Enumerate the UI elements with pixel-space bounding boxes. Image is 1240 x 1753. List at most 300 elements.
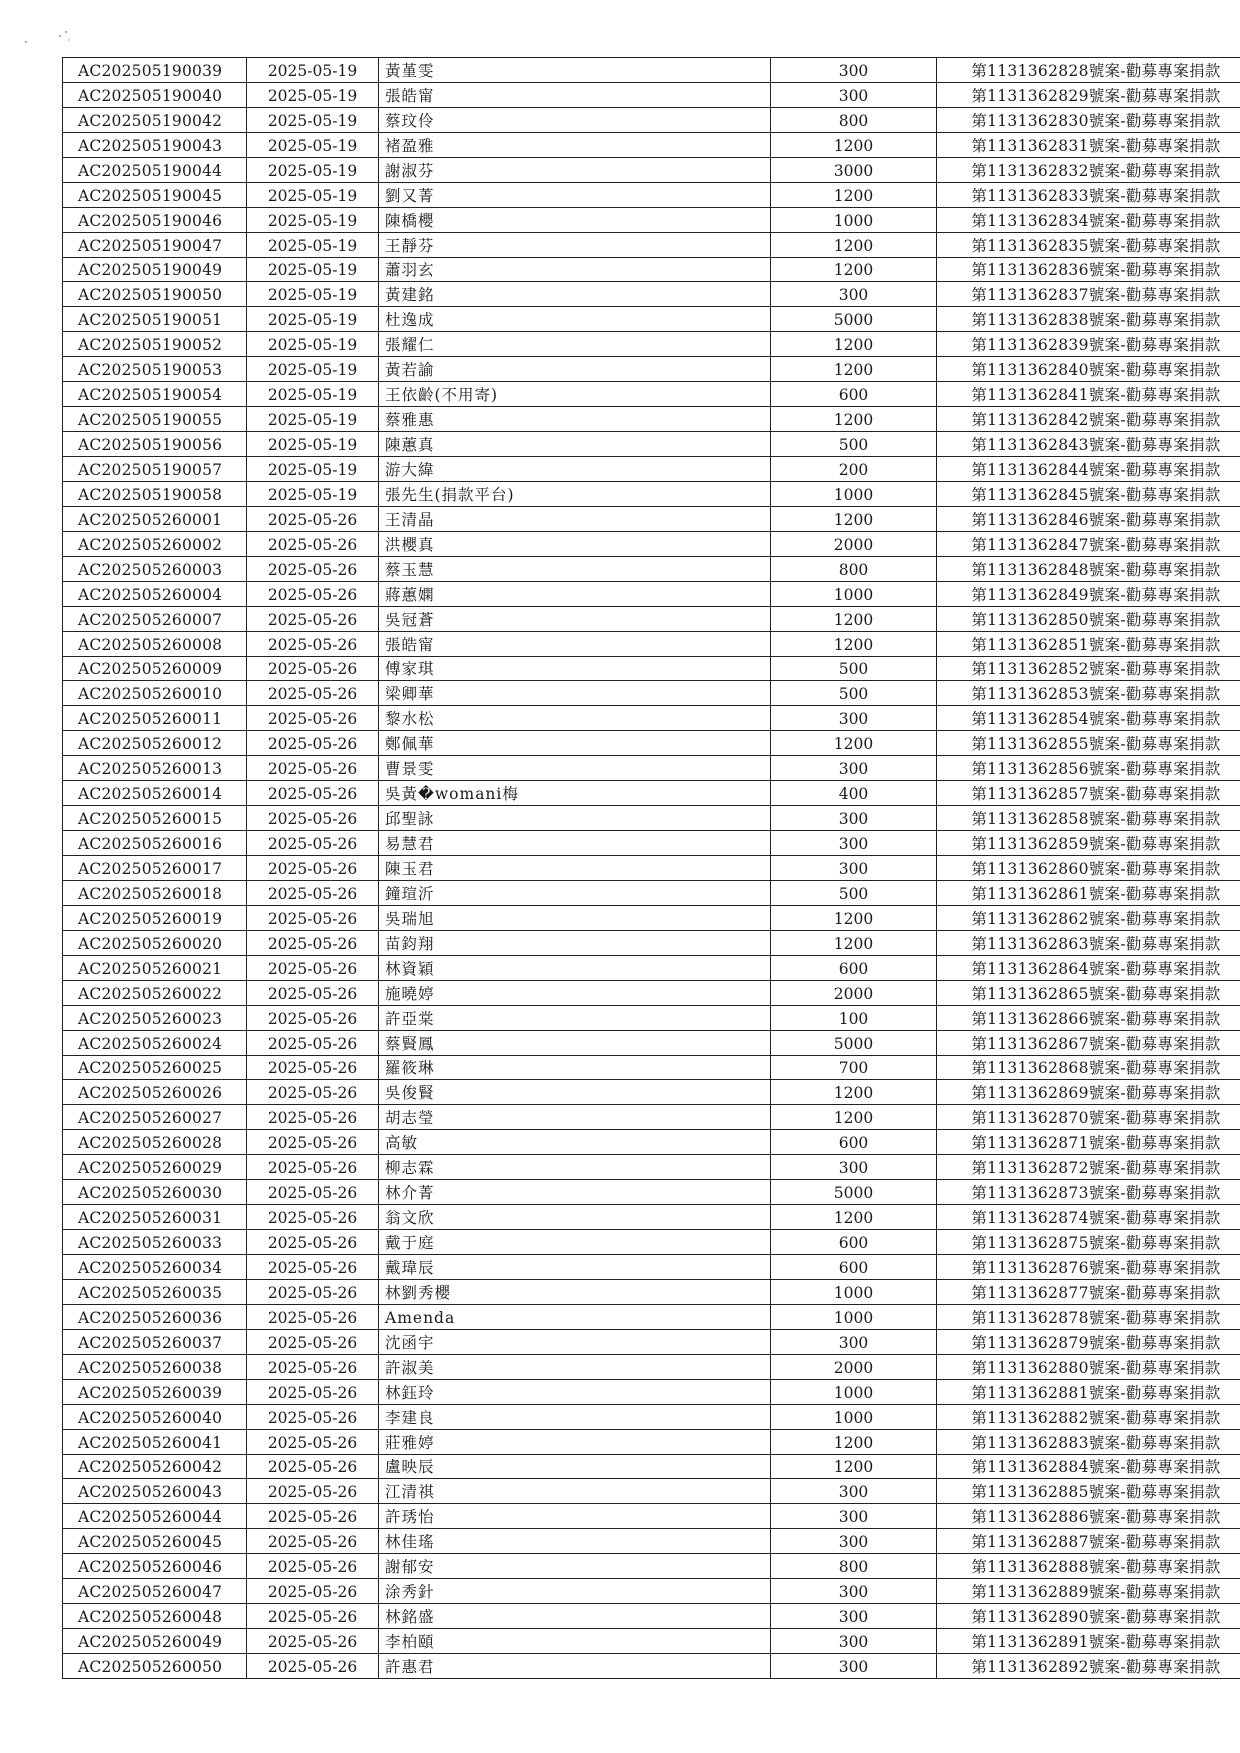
amount-cell: 800 bbox=[771, 556, 937, 581]
date-cell: 2025-05-19 bbox=[247, 432, 379, 457]
amount-cell: 1200 bbox=[771, 257, 937, 282]
date-cell: 2025-05-26 bbox=[247, 905, 379, 930]
date-cell: 2025-05-26 bbox=[247, 631, 379, 656]
case-note-cell: 第1131362890號案-勸募專案捐款 bbox=[937, 1604, 1240, 1629]
donor-name-cell: 施曉婷 bbox=[379, 980, 771, 1005]
date-cell: 2025-05-26 bbox=[247, 1005, 379, 1030]
amount-cell: 600 bbox=[771, 1255, 937, 1280]
date-cell: 2025-05-26 bbox=[247, 1454, 379, 1479]
date-cell: 2025-05-19 bbox=[247, 132, 379, 157]
receipt-number-cell: AC202505260026 bbox=[63, 1080, 247, 1105]
amount-cell: 5000 bbox=[771, 307, 937, 332]
table-row bbox=[63, 1629, 1240, 1654]
donor-name-cell: 許淑美 bbox=[379, 1354, 771, 1379]
amount-cell: 5000 bbox=[771, 1030, 937, 1055]
amount-cell: 1000 bbox=[771, 481, 937, 506]
table-row bbox=[63, 407, 1240, 432]
case-note-cell: 第1131362884號案-勸募專案捐款 bbox=[937, 1454, 1240, 1479]
case-note-cell: 第1131362847號案-勸募專案捐款 bbox=[937, 531, 1240, 556]
date-cell: 2025-05-19 bbox=[247, 382, 379, 407]
case-note-cell: 第1131362849號案-勸募專案捐款 bbox=[937, 581, 1240, 606]
donor-name-cell: 王清晶 bbox=[379, 506, 771, 531]
receipt-number-cell: AC202505260039 bbox=[63, 1379, 247, 1404]
case-note-cell: 第1131362858號案-勸募專案捐款 bbox=[937, 806, 1240, 831]
date-cell: 2025-05-26 bbox=[247, 781, 379, 806]
receipt-number-cell: AC202505260002 bbox=[63, 531, 247, 556]
donor-name-cell: 杜逸成 bbox=[379, 307, 771, 332]
date-cell: 2025-05-26 bbox=[247, 806, 379, 831]
table-row bbox=[63, 1005, 1240, 1030]
table-row bbox=[63, 1155, 1240, 1180]
receipt-number-cell: AC202505260013 bbox=[63, 756, 247, 781]
date-cell: 2025-05-19 bbox=[247, 107, 379, 132]
date-cell: 2025-05-26 bbox=[247, 930, 379, 955]
receipt-number-cell: AC202505260036 bbox=[63, 1304, 247, 1329]
amount-cell: 1200 bbox=[771, 905, 937, 930]
amount-cell: 1000 bbox=[771, 1379, 937, 1404]
receipt-number-cell: AC202505260008 bbox=[63, 631, 247, 656]
amount-cell: 1000 bbox=[771, 581, 937, 606]
date-cell: 2025-05-26 bbox=[247, 756, 379, 781]
case-note-cell: 第1131362869號案-勸募專案捐款 bbox=[937, 1080, 1240, 1105]
case-note-cell: 第1131362839號案-勸募專案捐款 bbox=[937, 332, 1240, 357]
case-note-cell: 第1131362877號案-勸募專案捐款 bbox=[937, 1279, 1240, 1304]
date-cell: 2025-05-26 bbox=[247, 531, 379, 556]
donor-name-cell: 王依齡(不用寄) bbox=[379, 382, 771, 407]
donor-name-cell: 許惠君 bbox=[379, 1654, 771, 1679]
case-note-cell: 第1131362833號案-勸募專案捐款 bbox=[937, 182, 1240, 207]
receipt-number-cell: AC202505190055 bbox=[63, 407, 247, 432]
table-row bbox=[63, 1579, 1240, 1604]
case-note-cell: 第1131362871號案-勸募專案捐款 bbox=[937, 1130, 1240, 1155]
receipt-number-cell: AC202505260050 bbox=[63, 1654, 247, 1679]
donor-name-cell: 陳玉君 bbox=[379, 856, 771, 881]
amount-cell: 800 bbox=[771, 107, 937, 132]
table-row bbox=[63, 82, 1240, 107]
donor-name-cell: Amenda bbox=[379, 1304, 771, 1329]
receipt-number-cell: AC202505190057 bbox=[63, 457, 247, 482]
receipt-number-cell: AC202505260045 bbox=[63, 1529, 247, 1554]
case-note-cell: 第1131362861號案-勸募專案捐款 bbox=[937, 880, 1240, 905]
receipt-number-cell: AC202505260010 bbox=[63, 681, 247, 706]
table-row bbox=[63, 307, 1240, 332]
amount-cell: 300 bbox=[771, 856, 937, 881]
donor-name-cell: 褚盈雅 bbox=[379, 132, 771, 157]
amount-cell: 300 bbox=[771, 1629, 937, 1654]
receipt-number-cell: AC202505260028 bbox=[63, 1130, 247, 1155]
date-cell: 2025-05-26 bbox=[247, 1130, 379, 1155]
date-cell: 2025-05-19 bbox=[247, 332, 379, 357]
receipt-number-cell: AC202505190042 bbox=[63, 107, 247, 132]
case-note-cell: 第1131362873號案-勸募專案捐款 bbox=[937, 1180, 1240, 1205]
amount-cell: 5000 bbox=[771, 1180, 937, 1205]
table-row bbox=[63, 357, 1240, 382]
case-note-cell: 第1131362856號案-勸募專案捐款 bbox=[937, 756, 1240, 781]
donor-name-cell: 梁卿華 bbox=[379, 681, 771, 706]
donor-name-cell: 邱聖詠 bbox=[379, 806, 771, 831]
amount-cell: 1200 bbox=[771, 731, 937, 756]
case-note-cell: 第1131362850號案-勸募專案捐款 bbox=[937, 606, 1240, 631]
date-cell: 2025-05-26 bbox=[247, 556, 379, 581]
date-cell: 2025-05-26 bbox=[247, 506, 379, 531]
case-note-cell: 第1131362852號案-勸募專案捐款 bbox=[937, 656, 1240, 681]
receipt-number-cell: AC202505260016 bbox=[63, 831, 247, 856]
case-note-cell: 第1131362859號案-勸募專案捐款 bbox=[937, 831, 1240, 856]
donor-name-cell: 李建良 bbox=[379, 1404, 771, 1429]
case-note-cell: 第1131362868號案-勸募專案捐款 bbox=[937, 1055, 1240, 1080]
table-row bbox=[63, 856, 1240, 881]
receipt-number-cell: AC202505260018 bbox=[63, 880, 247, 905]
receipt-number-cell: AC202505260041 bbox=[63, 1429, 247, 1454]
table-row bbox=[63, 831, 1240, 856]
date-cell: 2025-05-26 bbox=[247, 980, 379, 1005]
receipt-number-cell: AC202505260003 bbox=[63, 556, 247, 581]
donor-name-cell: 黎水松 bbox=[379, 706, 771, 731]
date-cell: 2025-05-19 bbox=[247, 457, 379, 482]
table-row bbox=[63, 58, 1240, 83]
amount-cell: 300 bbox=[771, 82, 937, 107]
receipt-number-cell: AC202505260038 bbox=[63, 1354, 247, 1379]
table-row bbox=[63, 1080, 1240, 1105]
case-note-cell: 第1131362829號案-勸募專案捐款 bbox=[937, 82, 1240, 107]
case-note-cell: 第1131362889號案-勸募專案捐款 bbox=[937, 1579, 1240, 1604]
table-row bbox=[63, 581, 1240, 606]
amount-cell: 300 bbox=[771, 1155, 937, 1180]
donor-name-cell: 涂秀針 bbox=[379, 1579, 771, 1604]
date-cell: 2025-05-26 bbox=[247, 1504, 379, 1529]
case-note-cell: 第1131362866號案-勸募專案捐款 bbox=[937, 1005, 1240, 1030]
donor-name-cell: 蕭羽玄 bbox=[379, 257, 771, 282]
receipt-number-cell: AC202505190054 bbox=[63, 382, 247, 407]
amount-cell: 300 bbox=[771, 1329, 937, 1354]
date-cell: 2025-05-19 bbox=[247, 357, 379, 382]
date-cell: 2025-05-26 bbox=[247, 1379, 379, 1404]
table-row bbox=[63, 481, 1240, 506]
amount-cell: 200 bbox=[771, 457, 937, 482]
table-row bbox=[63, 531, 1240, 556]
donor-name-cell: 許琇怡 bbox=[379, 1504, 771, 1529]
donor-name-cell: 盧映辰 bbox=[379, 1454, 771, 1479]
donor-name-cell: 黃若諭 bbox=[379, 357, 771, 382]
table-row bbox=[63, 1504, 1240, 1529]
donor-name-cell: 蔡玉慧 bbox=[379, 556, 771, 581]
donor-name-cell: 江清祺 bbox=[379, 1479, 771, 1504]
table-row bbox=[63, 1304, 1240, 1329]
donor-name-cell: 蔡雅惠 bbox=[379, 407, 771, 432]
date-cell: 2025-05-26 bbox=[247, 606, 379, 631]
case-note-cell: 第1131362846號案-勸募專案捐款 bbox=[937, 506, 1240, 531]
donor-name-cell: 洪櫻真 bbox=[379, 531, 771, 556]
donor-name-cell: 張皓甯 bbox=[379, 82, 771, 107]
case-note-cell: 第1131362878號案-勸募專案捐款 bbox=[937, 1304, 1240, 1329]
receipt-number-cell: AC202505190047 bbox=[63, 232, 247, 257]
table-row bbox=[63, 506, 1240, 531]
receipt-number-cell: AC202505260004 bbox=[63, 581, 247, 606]
case-note-cell: 第1131362875號案-勸募專案捐款 bbox=[937, 1230, 1240, 1255]
amount-cell: 300 bbox=[771, 1529, 937, 1554]
amount-cell: 300 bbox=[771, 1504, 937, 1529]
amount-cell: 600 bbox=[771, 1230, 937, 1255]
table-row bbox=[63, 806, 1240, 831]
table-row bbox=[63, 556, 1240, 581]
donor-name-cell: 戴于庭 bbox=[379, 1230, 771, 1255]
date-cell: 2025-05-26 bbox=[247, 1329, 379, 1354]
case-note-cell: 第1131362864號案-勸募專案捐款 bbox=[937, 955, 1240, 980]
case-note-cell: 第1131362883號案-勸募專案捐款 bbox=[937, 1429, 1240, 1454]
donor-name-cell: 吳俊賢 bbox=[379, 1080, 771, 1105]
receipt-number-cell: AC202505190058 bbox=[63, 481, 247, 506]
donor-name-cell: 黃建銘 bbox=[379, 282, 771, 307]
table-row bbox=[63, 1604, 1240, 1629]
table-row bbox=[63, 1180, 1240, 1205]
date-cell: 2025-05-26 bbox=[247, 1279, 379, 1304]
table-row bbox=[63, 656, 1240, 681]
date-cell: 2025-05-19 bbox=[247, 82, 379, 107]
amount-cell: 1200 bbox=[771, 1105, 937, 1130]
donor-name-cell: 易慧君 bbox=[379, 831, 771, 856]
donor-name-cell: 吳冠蒼 bbox=[379, 606, 771, 631]
date-cell: 2025-05-26 bbox=[247, 1629, 379, 1654]
receipt-number-cell: AC202505190056 bbox=[63, 432, 247, 457]
amount-cell: 700 bbox=[771, 1055, 937, 1080]
donor-name-cell: 曹景雯 bbox=[379, 756, 771, 781]
donor-name-cell: 苗鈞翔 bbox=[379, 930, 771, 955]
donor-name-cell: 翁文欣 bbox=[379, 1205, 771, 1230]
donor-name-cell: 黃堇雯 bbox=[379, 58, 771, 83]
date-cell: 2025-05-26 bbox=[247, 880, 379, 905]
receipt-number-cell: AC202505260030 bbox=[63, 1180, 247, 1205]
donor-name-cell: 高敏 bbox=[379, 1130, 771, 1155]
donor-name-cell: 吳黃�womani梅 bbox=[379, 781, 771, 806]
table-row bbox=[63, 282, 1240, 307]
amount-cell: 2000 bbox=[771, 1354, 937, 1379]
table-row bbox=[63, 1429, 1240, 1454]
amount-cell: 600 bbox=[771, 955, 937, 980]
donor-name-cell: 游大緯 bbox=[379, 457, 771, 482]
table-row bbox=[63, 1404, 1240, 1429]
donor-name-cell: 林介菁 bbox=[379, 1180, 771, 1205]
receipt-number-cell: AC202505190053 bbox=[63, 357, 247, 382]
case-note-cell: 第1131362844號案-勸募專案捐款 bbox=[937, 457, 1240, 482]
donor-name-cell: 張先生(捐款平台) bbox=[379, 481, 771, 506]
amount-cell: 300 bbox=[771, 1579, 937, 1604]
date-cell: 2025-05-26 bbox=[247, 856, 379, 881]
donor-name-cell: 許亞棠 bbox=[379, 1005, 771, 1030]
date-cell: 2025-05-26 bbox=[247, 1055, 379, 1080]
case-note-cell: 第1131362835號案-勸募專案捐款 bbox=[937, 232, 1240, 257]
receipt-number-cell: AC202505190051 bbox=[63, 307, 247, 332]
amount-cell: 300 bbox=[771, 1654, 937, 1679]
table-row bbox=[63, 1205, 1240, 1230]
date-cell: 2025-05-19 bbox=[247, 157, 379, 182]
date-cell: 2025-05-26 bbox=[247, 1030, 379, 1055]
date-cell: 2025-05-26 bbox=[247, 1529, 379, 1554]
table-row bbox=[63, 1030, 1240, 1055]
table-row bbox=[63, 332, 1240, 357]
case-note-cell: 第1131362885號案-勸募專案捐款 bbox=[937, 1479, 1240, 1504]
table-row bbox=[63, 606, 1240, 631]
case-note-cell: 第1131362880號案-勸募專案捐款 bbox=[937, 1354, 1240, 1379]
receipt-number-cell: AC202505260034 bbox=[63, 1255, 247, 1280]
date-cell: 2025-05-19 bbox=[247, 182, 379, 207]
table-row bbox=[63, 232, 1240, 257]
receipt-number-cell: AC202505260033 bbox=[63, 1230, 247, 1255]
receipt-number-cell: AC202505260035 bbox=[63, 1279, 247, 1304]
receipt-number-cell: AC202505260044 bbox=[63, 1504, 247, 1529]
receipt-number-cell: AC202505260031 bbox=[63, 1205, 247, 1230]
receipt-number-cell: AC202505260001 bbox=[63, 506, 247, 531]
table-row bbox=[63, 905, 1240, 930]
donor-name-cell: 林資穎 bbox=[379, 955, 771, 980]
receipt-number-cell: AC202505260011 bbox=[63, 706, 247, 731]
donor-name-cell: 柳志霖 bbox=[379, 1155, 771, 1180]
receipt-number-cell: AC202505260012 bbox=[63, 731, 247, 756]
date-cell: 2025-05-26 bbox=[247, 656, 379, 681]
donor-name-cell: 陳蕙真 bbox=[379, 432, 771, 457]
receipt-number-cell: AC202505260014 bbox=[63, 781, 247, 806]
table-row bbox=[63, 107, 1240, 132]
table-row bbox=[63, 980, 1240, 1005]
receipt-number-cell: AC202505260023 bbox=[63, 1005, 247, 1030]
case-note-cell: 第1131362834號案-勸募專案捐款 bbox=[937, 207, 1240, 232]
donation-ledger-table bbox=[62, 57, 1240, 1679]
date-cell: 2025-05-26 bbox=[247, 955, 379, 980]
amount-cell: 300 bbox=[771, 831, 937, 856]
table-row bbox=[63, 781, 1240, 806]
donor-name-cell: 張皓甯 bbox=[379, 631, 771, 656]
date-cell: 2025-05-26 bbox=[247, 1479, 379, 1504]
case-note-cell: 第1131362887號案-勸募專案捐款 bbox=[937, 1529, 1240, 1554]
date-cell: 2025-05-26 bbox=[247, 1604, 379, 1629]
amount-cell: 400 bbox=[771, 781, 937, 806]
amount-cell: 300 bbox=[771, 756, 937, 781]
receipt-number-cell: AC202505190049 bbox=[63, 257, 247, 282]
date-cell: 2025-05-19 bbox=[247, 307, 379, 332]
date-cell: 2025-05-26 bbox=[247, 831, 379, 856]
case-note-cell: 第1131362891號案-勸募專案捐款 bbox=[937, 1629, 1240, 1654]
date-cell: 2025-05-26 bbox=[247, 1230, 379, 1255]
case-note-cell: 第1131362851號案-勸募專案捐款 bbox=[937, 631, 1240, 656]
date-cell: 2025-05-26 bbox=[247, 1579, 379, 1604]
table-row bbox=[63, 1554, 1240, 1579]
case-note-cell: 第1131362836號案-勸募專案捐款 bbox=[937, 257, 1240, 282]
date-cell: 2025-05-26 bbox=[247, 581, 379, 606]
donor-name-cell: 傅家琪 bbox=[379, 656, 771, 681]
table-row bbox=[63, 1255, 1240, 1280]
table-row bbox=[63, 157, 1240, 182]
amount-cell: 1200 bbox=[771, 407, 937, 432]
amount-cell: 1000 bbox=[771, 1404, 937, 1429]
table-row bbox=[63, 1354, 1240, 1379]
table-row bbox=[63, 1329, 1240, 1354]
table-row bbox=[63, 1454, 1240, 1479]
amount-cell: 1200 bbox=[771, 182, 937, 207]
table-row bbox=[63, 257, 1240, 282]
table-row bbox=[63, 182, 1240, 207]
case-note-cell: 第1131362888號案-勸募專案捐款 bbox=[937, 1554, 1240, 1579]
table-row bbox=[63, 382, 1240, 407]
receipt-number-cell: AC202505260024 bbox=[63, 1030, 247, 1055]
receipt-number-cell: AC202505190052 bbox=[63, 332, 247, 357]
amount-cell: 500 bbox=[771, 681, 937, 706]
amount-cell: 100 bbox=[771, 1005, 937, 1030]
case-note-cell: 第1131362831號案-勸募專案捐款 bbox=[937, 132, 1240, 157]
date-cell: 2025-05-19 bbox=[247, 58, 379, 83]
date-cell: 2025-05-26 bbox=[247, 1554, 379, 1579]
case-note-cell: 第1131362838號案-勸募專案捐款 bbox=[937, 307, 1240, 332]
receipt-number-cell: AC202505260020 bbox=[63, 930, 247, 955]
receipt-number-cell: AC202505260043 bbox=[63, 1479, 247, 1504]
receipt-number-cell: AC202505190045 bbox=[63, 182, 247, 207]
donor-name-cell: 林鈺玲 bbox=[379, 1379, 771, 1404]
donor-name-cell: 蔡賢鳳 bbox=[379, 1030, 771, 1055]
amount-cell: 2000 bbox=[771, 531, 937, 556]
receipt-number-cell: AC202505260047 bbox=[63, 1579, 247, 1604]
donor-name-cell: 謝淑芬 bbox=[379, 157, 771, 182]
donor-name-cell: 林劉秀櫻 bbox=[379, 1279, 771, 1304]
amount-cell: 300 bbox=[771, 1479, 937, 1504]
amount-cell: 300 bbox=[771, 806, 937, 831]
amount-cell: 1200 bbox=[771, 132, 937, 157]
case-note-cell: 第1131362882號案-勸募專案捐款 bbox=[937, 1404, 1240, 1429]
case-note-cell: 第1131362830號案-勸募專案捐款 bbox=[937, 107, 1240, 132]
case-note-cell: 第1131362892號案-勸募專案捐款 bbox=[937, 1654, 1240, 1679]
case-note-cell: 第1131362867號案-勸募專案捐款 bbox=[937, 1030, 1240, 1055]
table-row bbox=[63, 457, 1240, 482]
donor-name-cell: 胡志瑩 bbox=[379, 1105, 771, 1130]
amount-cell: 800 bbox=[771, 1554, 937, 1579]
table-row bbox=[63, 1654, 1240, 1679]
date-cell: 2025-05-26 bbox=[247, 1354, 379, 1379]
case-note-cell: 第1131362843號案-勸募專案捐款 bbox=[937, 432, 1240, 457]
ledger-body bbox=[63, 58, 1240, 1679]
case-note-cell: 第1131362855號案-勸募專案捐款 bbox=[937, 731, 1240, 756]
amount-cell: 500 bbox=[771, 880, 937, 905]
date-cell: 2025-05-26 bbox=[247, 1080, 379, 1105]
donor-name-cell: 王靜芬 bbox=[379, 232, 771, 257]
case-note-cell: 第1131362860號案-勸募專案捐款 bbox=[937, 856, 1240, 881]
receipt-number-cell: AC202505190040 bbox=[63, 82, 247, 107]
receipt-number-cell: AC202505260046 bbox=[63, 1554, 247, 1579]
amount-cell: 1200 bbox=[771, 1454, 937, 1479]
case-note-cell: 第1131362837號案-勸募專案捐款 bbox=[937, 282, 1240, 307]
case-note-cell: 第1131362879號案-勸募專案捐款 bbox=[937, 1329, 1240, 1354]
date-cell: 2025-05-26 bbox=[247, 1180, 379, 1205]
donor-name-cell: 林銘盛 bbox=[379, 1604, 771, 1629]
amount-cell: 600 bbox=[771, 382, 937, 407]
amount-cell: 1200 bbox=[771, 930, 937, 955]
amount-cell: 1000 bbox=[771, 1304, 937, 1329]
donor-name-cell: 謝郁安 bbox=[379, 1554, 771, 1579]
donor-name-cell: 張耀仁 bbox=[379, 332, 771, 357]
amount-cell: 1200 bbox=[771, 1429, 937, 1454]
donor-name-cell: 陳橋櫻 bbox=[379, 207, 771, 232]
table-row bbox=[63, 207, 1240, 232]
table-row bbox=[63, 955, 1240, 980]
table-row bbox=[63, 1230, 1240, 1255]
amount-cell: 300 bbox=[771, 58, 937, 83]
case-note-cell: 第1131362857號案-勸募專案捐款 bbox=[937, 781, 1240, 806]
donor-name-cell: 戴瑋辰 bbox=[379, 1255, 771, 1280]
date-cell: 2025-05-26 bbox=[247, 731, 379, 756]
receipt-number-cell: AC202505190039 bbox=[63, 58, 247, 83]
receipt-number-cell: AC202505260022 bbox=[63, 980, 247, 1005]
amount-cell: 1200 bbox=[771, 332, 937, 357]
case-note-cell: 第1131362845號案-勸募專案捐款 bbox=[937, 481, 1240, 506]
date-cell: 2025-05-26 bbox=[247, 1205, 379, 1230]
table-row bbox=[63, 1055, 1240, 1080]
date-cell: 2025-05-19 bbox=[247, 282, 379, 307]
